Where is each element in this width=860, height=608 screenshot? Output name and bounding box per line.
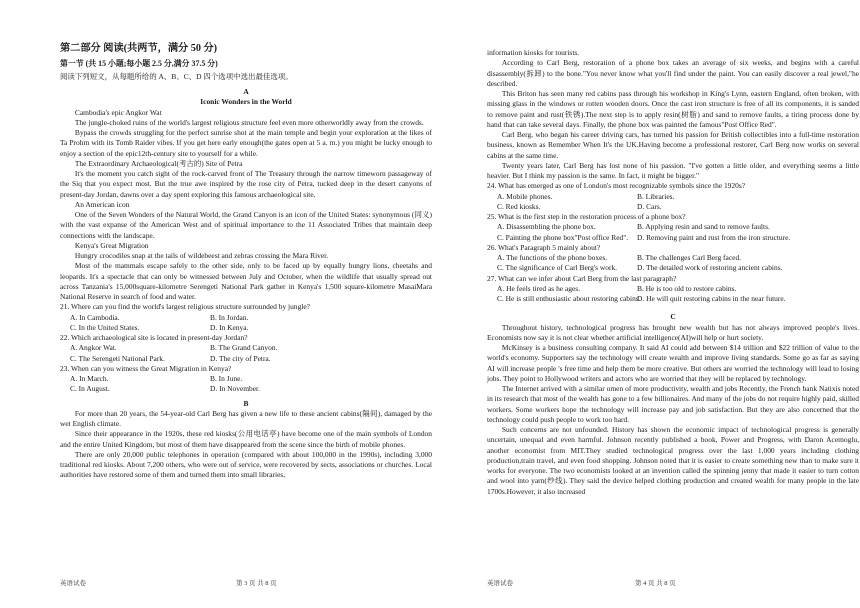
- option[interactable]: C. The significance of Carl Berg's work.: [497, 263, 618, 273]
- passage-a-para: Kenya's Great Migration: [74, 240, 149, 250]
- footer-left-label: 英语试卷: [60, 580, 86, 587]
- option[interactable]: A. He feels tired as he ages.: [497, 283, 581, 293]
- question-stem: 23. When can you witness the Great Migration in Kenya?: [60, 363, 232, 373]
- passage-a-letter: A: [243, 87, 249, 96]
- question-options: [487, 222, 859, 243]
- question-options: [487, 192, 859, 213]
- option[interactable]: A. In Cambodia.: [70, 312, 120, 322]
- passage-a-para: One of the Seven Wonders of the Natural World, the Grand Canyon is an icon of the United States: synonymous (同义) with the vast expanse of the American West and of spiritual importance to the 11 Associated Tribes that maintain deep connections with the landscape.: [60, 210, 432, 240]
- option[interactable]: D. Removing paint and rust from the iron structure.: [637, 232, 791, 242]
- passage-a-para: The jungle-choked ruins of the world's largest religious structure feel even more otherworldly away from the crowds.: [74, 117, 424, 127]
- passage-a-para: Bypass the crowds struggling for the perfect sunrise shot at the main temple and begin your exploration at the likes of Ta Prohm with its Tomb Raider vibes. If you get here early enough(the gates open at 5 a. m.) you might be lucky enough to enjoy a section of the epic12th-century site to yourself for a while.: [60, 128, 432, 158]
- passage-a-para: Most of the mammals escape safely to the other side, only to be faced up by equally hungry lions, cheetahs and leopards. It's a spectacle that can only be witnessed between July and October, when the wildlife that usually spread out across Tanzania's 15,000square-kilometre Serengeti National Park gather in Kenya's 1,500 square-kilometre MasaiMara National Reserve in search of food and water.: [60, 261, 432, 301]
- passage-b-para: Since their appearance in the 1920s, these red kiosks(公用电话亭) have become one of the main symbols of London and the entire United Kingdom, but most of them have disappeared from the scene since the birth of mobile phones.: [60, 429, 432, 449]
- section-title: 第一节 (共 15 小题;每小题 2.5 分,满分 37.5 分): [60, 59, 218, 68]
- passage-c-letter: C: [670, 312, 676, 322]
- passage-b-para: According to Carl Berg, restoration of a phone box takes an average of six weeks, and begins with a careful disassembly(拆卸) to the bone."You never know what you'll find under the paint. You can easily discover a real jewel,"he described.: [487, 58, 859, 88]
- passage-a-para: An American icon: [74, 199, 130, 209]
- footer-left-page: 第 3 页 共 8 页: [236, 580, 277, 587]
- instruction-text: 阅读下列短文，从每题所给的 A、B、C、D 四个选项中选出最佳选项。: [60, 72, 293, 81]
- option[interactable]: D. The city of Petra.: [210, 353, 271, 363]
- question-options: [60, 313, 432, 334]
- passage-c-para: Such concerns are not unfounded. History has shown the economic impact of technological progress is generally uncertain, unequal and even harmful. Johnson recently published a book, Power and Progress, with Daron Acemoglu, another economist from MIT.They studied technological progress over the last 1,000 years including clothing production,train travel, and even food shopping. Johnson noted that it is easier to create something new than to make sure it works for everyone. The two economists looked at an invention called the spinning jenny that made it easier to turn cotton and wool into yarn(纱线). They said the device helped clothing production and created wealth for many people in the late 1700s.However, it also increased: [487, 425, 859, 496]
- part-title: 第二部分 阅读(共两节，满分 50 分): [60, 43, 218, 54]
- passage-b-para: information kiosks for tourists.: [487, 48, 580, 57]
- passage-b-para: Carl Berg, who began his career driving cars, has turned his passion for British collectibles into a full-time restoration business, known as Remember When It's the UK.Having become a professional restorer, Carl Berg now works on several cabins at the same time.: [487, 130, 859, 160]
- passage-b-para: There are only 20,000 public telephones in operation (compared with about 100,000 in the 1990s), including 3,000 traditional red kiosks. About 7,200 others, who were out of service, were recovered by sects, associations or churches. Local authorities have restored some of them and turned them into small libraries,: [60, 449, 432, 480]
- question-stem: 26. What's Paragraph 5 mainly about?: [487, 242, 601, 252]
- passage-a-para: Cambodia's epic Angkor Wat: [74, 107, 162, 117]
- option[interactable]: C. In the United States.: [70, 322, 140, 332]
- passage-a-title: Iconic Wonders in the World: [200, 97, 292, 107]
- question-stem: 27. What can we infer about Carl Berg from the last paragraph?: [487, 273, 677, 283]
- option[interactable]: D. The detailed work of restoring ancient cabins.: [637, 263, 783, 273]
- option[interactable]: B. The Grand Canyon.: [210, 343, 278, 353]
- option[interactable]: B. Applying resin and sand to remove faults.: [637, 222, 770, 232]
- option[interactable]: A. Disassembling the phone box.: [497, 222, 596, 232]
- option[interactable]: A. The functions of the phone boxes.: [497, 253, 608, 262]
- question-options: [60, 374, 432, 395]
- right-column: [487, 48, 859, 497]
- footer-right-label: 英语试卷: [487, 580, 513, 587]
- passage-c-para: The Internet arrived with a similar omen of more productivity, wealth and jobs Recently, the French bank Natixis noted in its research that most of the wealth has gone to a few billionaires. And many of the jobs do not require highly paid, skilled workers. Some workers hope the technology will increase pay and job satisfaction. But they are also concerned that the technology could push people to work too hard.: [487, 384, 859, 424]
- passage-a-para: The Extraordinary Archaeological(考古的) Site of Petra: [74, 158, 243, 168]
- option[interactable]: B. In Jordan.: [210, 312, 249, 322]
- option[interactable]: C. In August.: [70, 384, 110, 394]
- option[interactable]: B. In June.: [210, 374, 243, 383]
- option[interactable]: B. The challenges Carl Berg faced.: [637, 253, 742, 262]
- passage-b-para: For more than 20 years, the 54-year-old Carl Berg has given a new life to these ancient cabins(隔间), damaged by the wet English climate.: [60, 408, 432, 428]
- left-column: [60, 87, 432, 481]
- passage-b-letter: B: [243, 398, 249, 408]
- question-stem: 21. Where can you find the world's largest religious structure surrounded by jungle?: [60, 302, 310, 312]
- passage-b-para: This Briton has seen many red cabins pass through his workshop in King's Lynn, eastern England, often broken, with missing glass in the windows or rotten wooden doors. Once the cast iron structure is free of all its components, it is sanded to remove paint and rust(铁锈).The next step is to apply resin(树脂) and sand to remove faults, a tiring process done by hand that can take several days. Finally, the phone box was painted the famous"Post Office Red".: [487, 89, 859, 129]
- option[interactable]: B. He is too old to restore cabins.: [637, 283, 737, 293]
- option[interactable]: C. The Serengeti National Park.: [70, 353, 165, 363]
- footer-right-page: 第 4 页 共 8 页: [635, 580, 676, 587]
- passage-a-para: It's the moment you catch sight of the rock-carved front of The Treasury through the narrow timeworn passageway of the Siq that you expect most. But the true awe inspired by the rose city of Petra, tucked deep in the desert canyons of present-day Jordan, dawns over a day spent exploring this famous archaeological site.: [60, 169, 432, 199]
- question-options: [487, 253, 859, 274]
- option[interactable]: A. In March.: [70, 374, 109, 383]
- question-options: [487, 284, 859, 305]
- option[interactable]: D. He will quit restoring cabins in the near future.: [637, 294, 786, 303]
- option[interactable]: D. In Kenya.: [210, 322, 249, 332]
- option[interactable]: D. In November.: [210, 384, 260, 394]
- option[interactable]: B. Libraries.: [637, 191, 675, 201]
- option[interactable]: C. Red kiosks.: [497, 201, 541, 211]
- passage-c-para: McKinsey is a business consulting company. It said AI could add between $14 trillion and $22 trillion of value to the world's economy. Supporters say the technology will create wealth and improve living standards. Some go as far as saying AI will increase people 's free time and help them be more creative. But others are worried the technology will lead to losing jobs. They point to Hollywood writers and actors who are worried that they will be replaced by technology.: [487, 343, 859, 383]
- question-options: [60, 343, 432, 364]
- option[interactable]: D. Cars.: [637, 201, 662, 211]
- passage-a-para: Hungry crocodiles snap at the tails of wildebeest and zebras crossing the Mara River.: [74, 251, 329, 260]
- question-stem: 25. What is the first step in the restoration process of a phone box?: [487, 212, 686, 221]
- passage-b-para: Twenty years later, Carl Berg has lost none of his passion. "I've gotten a little older, and everything seems a little heavier. But I think my passion is the same. In fact, it might be bigger.": [487, 160, 859, 180]
- option[interactable]: A. Mobile phones.: [497, 191, 553, 201]
- passage-c-para: Throughout history, technological progress has brought new wealth but has not always improved people's lives. Economists now say it is not clear whether artificial intelligence(AI)will help or hurt society.: [487, 322, 859, 342]
- option[interactable]: C. Painting the phone box"Post office Red".: [497, 232, 629, 242]
- question-stem: 22. Which archaeological site is located in present-day Jordan?: [60, 333, 248, 342]
- option[interactable]: C. He is still enthusiastic about restoring cabins.: [497, 294, 641, 303]
- question-stem: 24. What has emerged as one of London's most recognizable symbols since the 1920s?: [487, 181, 746, 191]
- option[interactable]: A. Angkor Wat.: [70, 343, 117, 353]
